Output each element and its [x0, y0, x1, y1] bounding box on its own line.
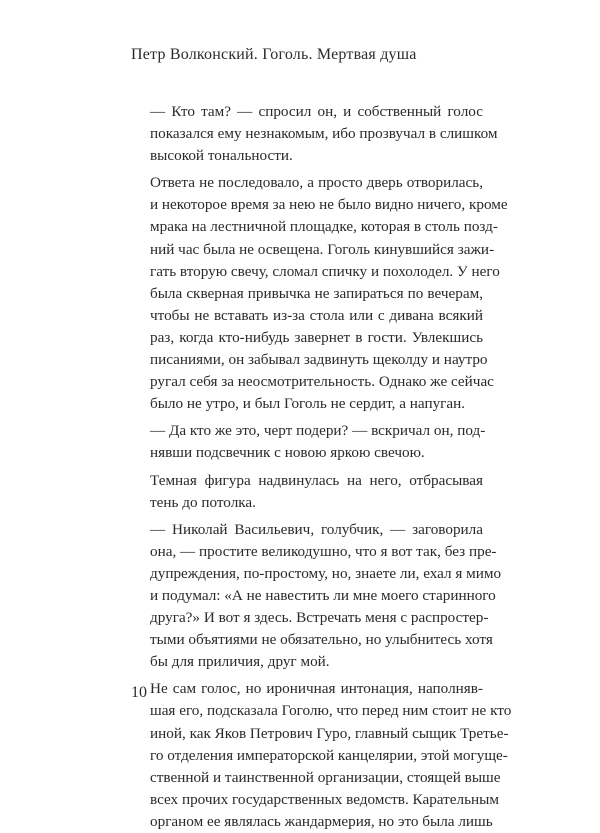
- text-line: тыми объятиями не обязательно, но улыбнитесь хотя: [150, 631, 493, 649]
- text-line: иной, как Яков Петрович Гуро, главный сыщик Третье-: [150, 724, 509, 742]
- text-line: бы для приличия, друг мой.: [150, 653, 330, 671]
- text-line: всех прочих государственных ведомств. Карательным: [150, 790, 499, 808]
- page-number: 10: [131, 684, 147, 701]
- text-line: шая его, подсказала Гоголю, что перед ним стоит не кто: [150, 702, 512, 720]
- text-line: Не сам голос, но ироничная интонация, наполняв-: [150, 680, 483, 698]
- text-line: чтобы не вставать из-за стола или с дивана всякий: [150, 306, 483, 324]
- paragraph: [131, 420, 486, 464]
- text-line: показался ему незнакомым, ибо прозвучал в слишком: [150, 125, 498, 143]
- text-line: го отделения императорской канцелярии, этой могуще-: [150, 746, 508, 764]
- text-line: она, — простите великодушно, что я вот так, без пре-: [150, 542, 497, 560]
- text-line: нявши подсвечник с новою яркою свечою.: [150, 444, 425, 462]
- text-line: писаниями, он забывал задвинуть щеколду и наутро: [150, 351, 488, 369]
- text-line: дупреждения, по-простому, но, знаете ли, ехал я мимо: [150, 564, 502, 582]
- text-line: Ответа не последовало, а просто дверь отворилась,: [150, 174, 483, 192]
- paragraph: [131, 101, 498, 167]
- text-line: ний час была не освещена. Гоголь кинувшийся зажи-: [150, 240, 495, 258]
- text-line: ственной и таинственной организации, стоящей выше: [150, 768, 501, 786]
- paragraph: [131, 519, 502, 674]
- body-text: [131, 101, 512, 833]
- text-line: — Николай Васильевич, голубчик, — заговорила: [150, 520, 483, 538]
- paragraph: [131, 172, 508, 415]
- text-line: была скверная привычка не запираться по вечерам,: [150, 284, 483, 302]
- text-line: тень до потолка.: [150, 493, 256, 511]
- paragraph: [131, 470, 483, 514]
- text-line: было не утро, и был Гоголь не сердит, а напуган.: [150, 395, 466, 413]
- text-line: ругал себя за неосмотрительность. Однако же сейчас: [150, 373, 494, 391]
- text-line: и некоторое время за нею не было видно ничего, кроме: [150, 196, 508, 214]
- text-line: раз, когда кто-нибудь завернет в гости. Увлекшись: [150, 328, 483, 346]
- text-line: высокой тональности.: [150, 147, 293, 165]
- text-line: и подумал: «А не навестить ли мне моего старинного: [150, 586, 496, 604]
- text-line: Темная фигура надвинулась на него, отбрасывая: [150, 471, 483, 489]
- text-line: — Кто там? — спросил он, и собственный голос: [150, 103, 483, 120]
- text-line: органом ее являлась жандармерия, но это была лишь: [150, 812, 493, 830]
- paragraph: [131, 678, 512, 833]
- text-line: гать вторую свечу, сломал спичку и похолодел. У него: [150, 262, 500, 280]
- text-line: друга?» И вот я здесь. Встречать меня с распростер-: [150, 609, 489, 627]
- running-head: Петр Волконский. Гоголь. Мертвая душа: [131, 46, 417, 63]
- text-line: — Да кто же это, черт подери? — вскричал он, под-: [150, 422, 486, 440]
- text-line: мрака на лестничной площадке, которая в столь позд-: [150, 218, 498, 236]
